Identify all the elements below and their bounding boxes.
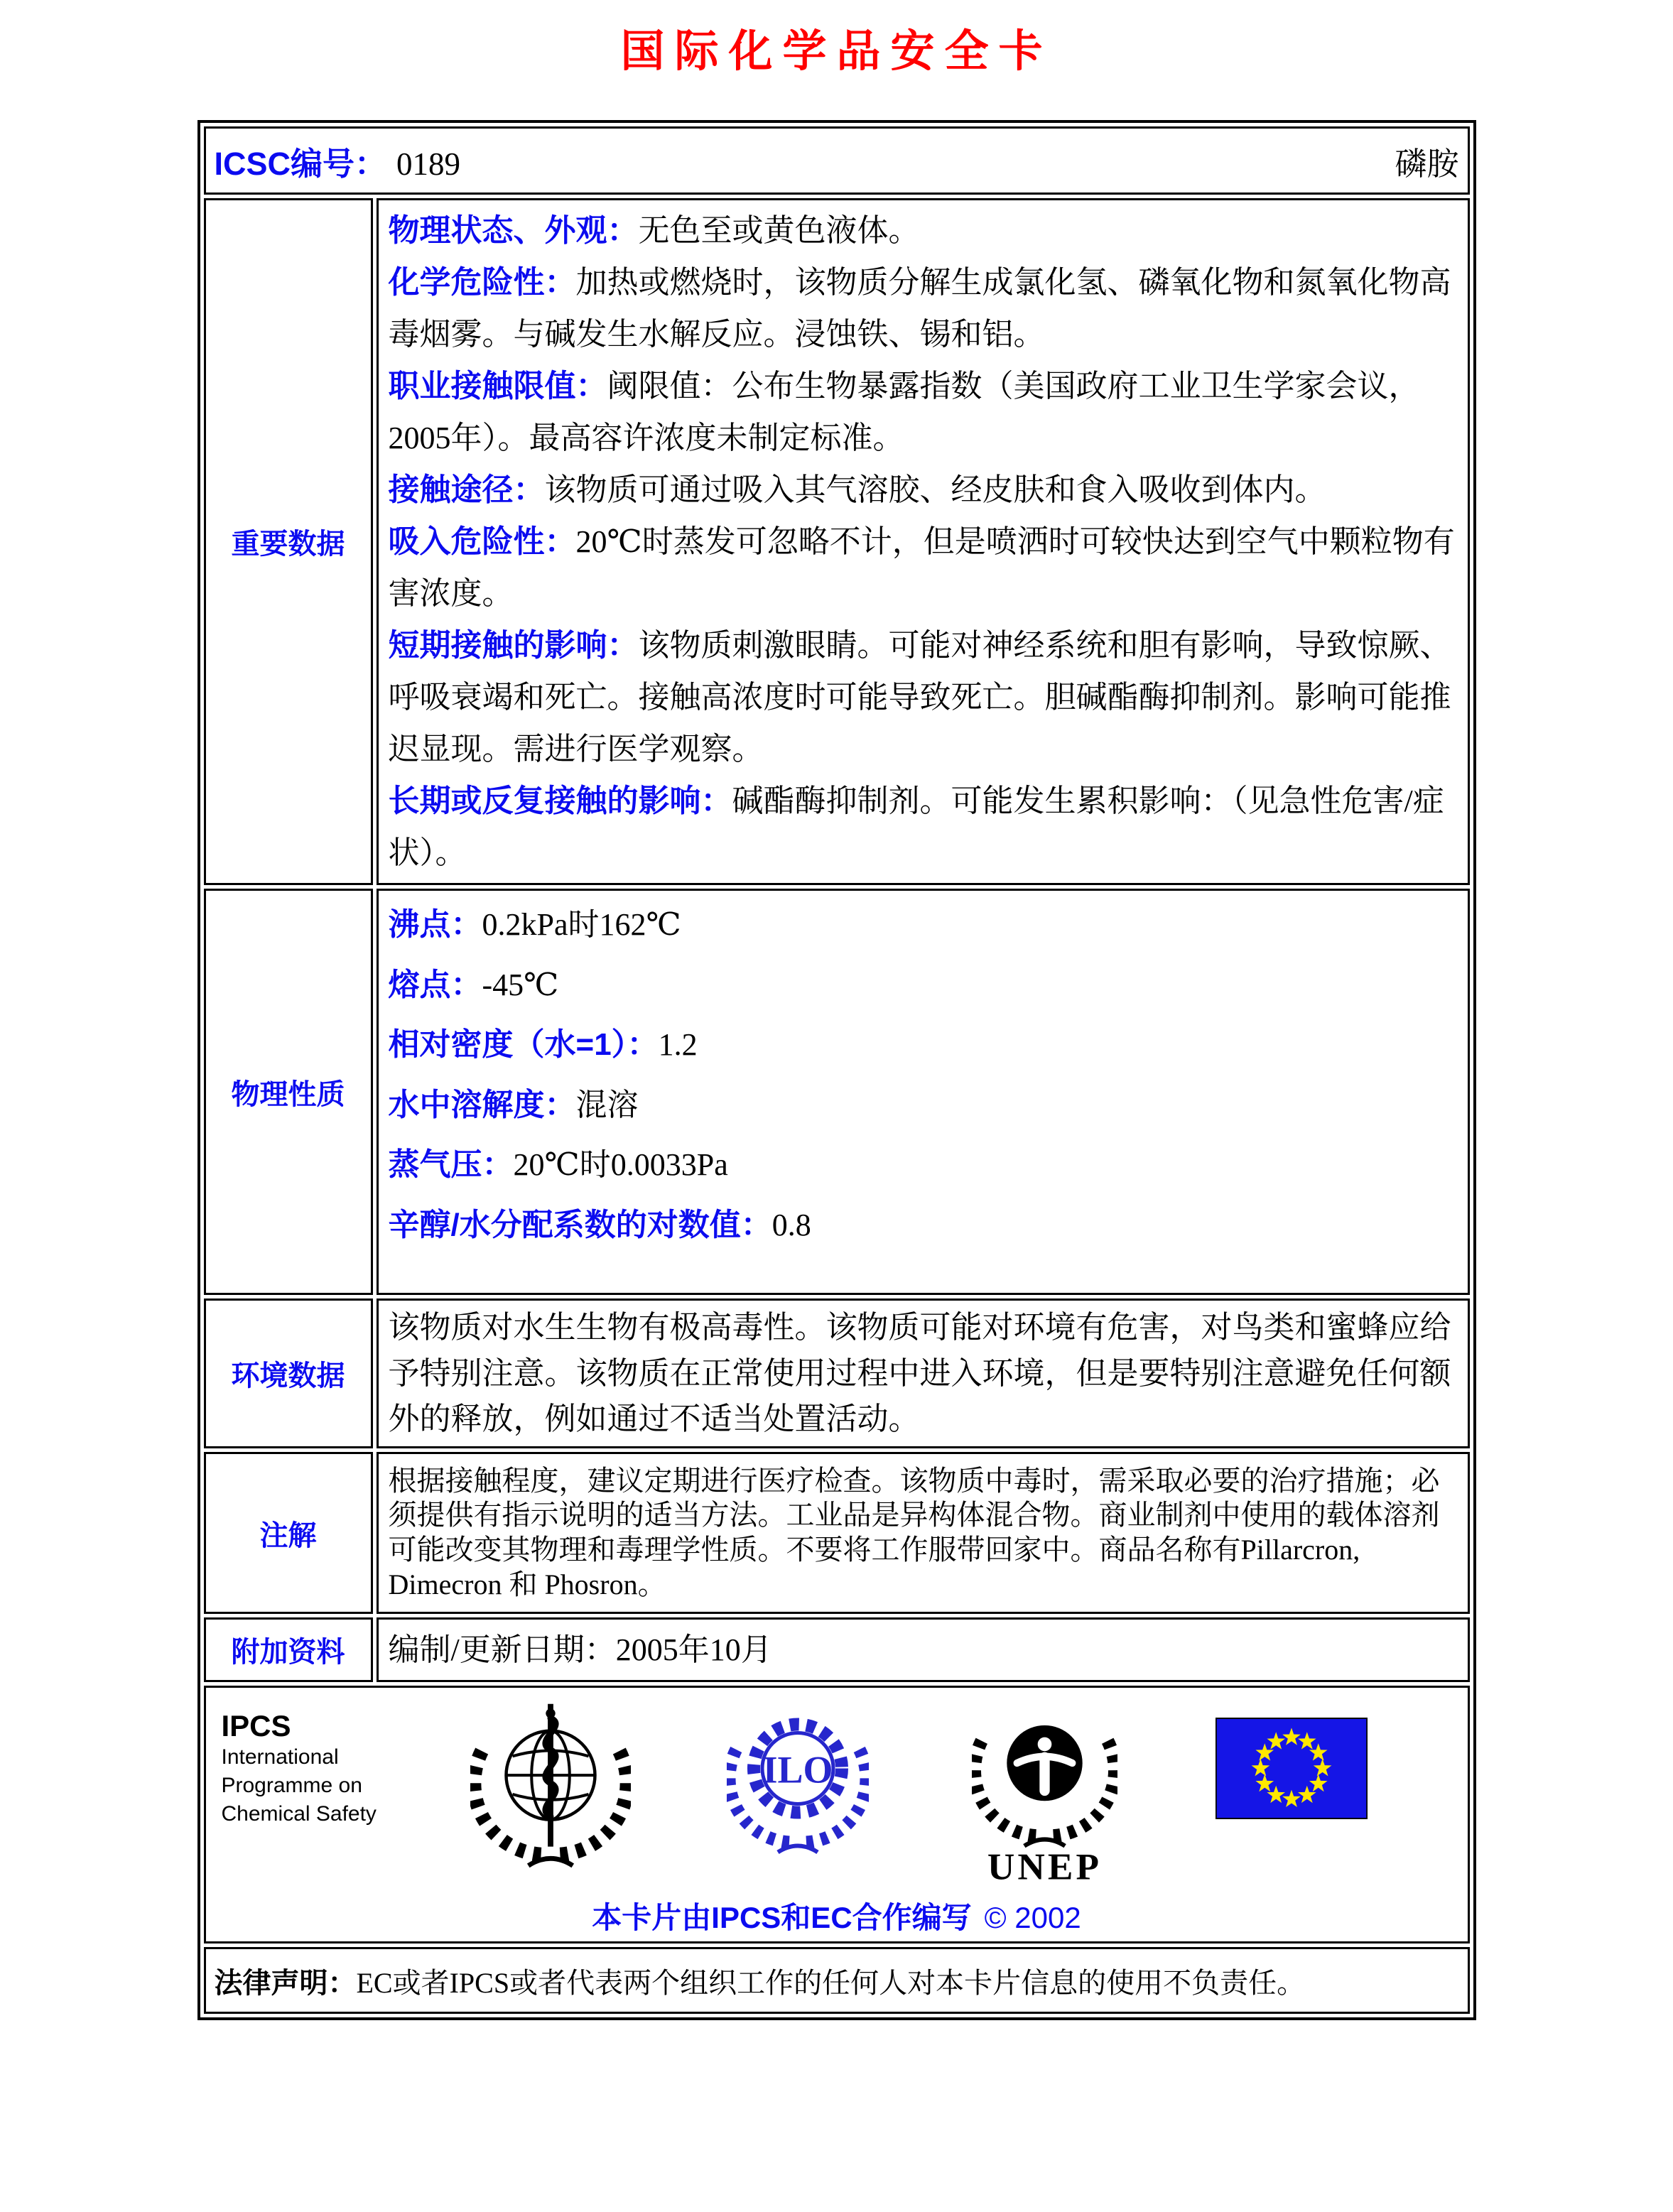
icsc-card-table xyxy=(197,120,1476,2020)
unep-logo-icon xyxy=(972,1699,1117,1892)
section-label-important-data: 重要数据 xyxy=(204,198,373,885)
ipcs-subtitle-line: Programme on xyxy=(221,1774,362,1798)
property-label: 接触途径： xyxy=(388,472,545,508)
property-value: 碱酯酶抑制剂。可能发生累积影响：（见急性危害/症状）。 xyxy=(388,784,1444,871)
property-label: 职业接触限值： xyxy=(388,369,607,404)
who-logo-slot xyxy=(428,1699,675,1880)
property-value: 阈限值：公布生物暴露指数（美国政府工业卫生学家会议，2005年）。最高容许浓度未制定标准。 xyxy=(388,369,1420,456)
property-item xyxy=(389,619,1458,775)
unep-logo-slot xyxy=(921,1699,1169,1892)
property-label: 吸入危险性： xyxy=(388,524,576,560)
section-label-physical-properties: 物理性质 xyxy=(204,889,373,1295)
property-label: 物理状态、外观： xyxy=(388,213,639,248)
legal-row xyxy=(204,1947,1470,2014)
section-label-environmental-data: 环境数据 xyxy=(204,1299,373,1448)
property-value: 该物质刺激眼睛。可能对神经系统和胆有影响，导致惊厥、呼吸衰竭和死亡。接触高浓度时可能导致死亡。胆碱酯酶抑制剂。影响可能推迟显现。需进行医学观察。 xyxy=(388,628,1451,767)
property-value: 0.2kPa时162℃ xyxy=(482,907,681,943)
physical-properties-row xyxy=(204,889,1470,1295)
property-value: 该物质可通过吸入其气溶胶、经皮肤和食入吸收到体内。 xyxy=(544,472,1326,508)
property-item xyxy=(389,1015,1458,1075)
property-label: 水中溶解度： xyxy=(388,1087,576,1122)
property-item xyxy=(389,516,1458,619)
ipcs-subtitle-line: International xyxy=(221,1745,339,1769)
ipcs-text-block xyxy=(222,1699,428,1828)
additional-info-row xyxy=(204,1617,1470,1682)
property-value: 1.2 xyxy=(658,1027,698,1063)
who-logo-icon xyxy=(470,1699,631,1880)
ilo-logo-text: ILO xyxy=(762,1748,833,1791)
legal-cell xyxy=(204,1947,1470,2014)
property-label: 辛醇/水分配系数的对数值： xyxy=(388,1207,772,1242)
unep-logo-text: UNEP xyxy=(987,1845,1102,1888)
property-label: 蒸气压： xyxy=(388,1147,514,1183)
property-item xyxy=(389,256,1458,360)
chemical-name: 磷胺 xyxy=(1395,146,1459,182)
icsc-number-label: ICSC编号： xyxy=(214,145,387,182)
additional-info-content: 编制/更新日期：2005年10月 xyxy=(377,1617,1470,1682)
property-value: 无色至或黄色液体。 xyxy=(638,213,920,248)
property-item xyxy=(389,205,1458,256)
ipcs-title: IPCS xyxy=(221,1709,291,1743)
property-label: 化学危险性： xyxy=(388,265,576,300)
property-item xyxy=(389,1135,1458,1195)
important-data-row xyxy=(204,198,1470,885)
section-label-additional-info: 附加资料 xyxy=(204,1617,373,1682)
property-value: 0.8 xyxy=(771,1207,811,1242)
property-value: 混溶 xyxy=(575,1087,639,1122)
property-value: -45℃ xyxy=(482,967,559,1002)
property-label: 长期或反复接触的影响： xyxy=(388,784,732,819)
logos-cell xyxy=(204,1686,1470,1943)
header-row xyxy=(204,126,1470,195)
section-label-notes: 注解 xyxy=(204,1452,373,1614)
eu-flag-slot xyxy=(1168,1699,1415,1823)
property-item xyxy=(389,775,1458,879)
property-value: 20℃时0.0033Pa xyxy=(513,1147,728,1183)
property-label: 熔点： xyxy=(388,967,482,1002)
legal-text: EC或者IPCS或者代表两个组织工作的任何人对本卡片信息的使用不负责任。 xyxy=(356,1966,1306,1999)
notes-content: 根据接触程度，建议定期进行医疗检查。该物质中毒时，需采取必要的治疗措施；必须提供有指示说明的适当方法。工业品是异构体混合物。商业制剂中使用的载体溶剂可能改变其物理和毒理学性质。不要将工作服带回家中。商品名称有Pillarcron, Dimecron 和 Phosron。 xyxy=(377,1452,1470,1614)
property-value: 加热或燃烧时，该物质分解生成氯化氢、磷氧化物和氮氧化物高毒烟雾。与碱发生水解反应。浸蚀铁、锡和铝。 xyxy=(388,265,1451,352)
icsc-number-group xyxy=(215,138,461,184)
property-item xyxy=(389,895,1458,955)
eu-flag-icon xyxy=(1216,1718,1368,1823)
legal-label: 法律声明： xyxy=(214,1967,357,1999)
credit-line xyxy=(216,1894,1458,1937)
property-item xyxy=(389,360,1458,464)
property-item xyxy=(389,1196,1458,1255)
ilo-logo-slot xyxy=(674,1699,921,1870)
environmental-data-row xyxy=(204,1299,1470,1448)
property-label: 相对密度（水=1）： xyxy=(388,1027,659,1063)
property-item xyxy=(389,464,1458,516)
property-value: 20℃时蒸发可忽略不计，但是喷洒时可较快达到空气中颗粒物有害浓度。 xyxy=(388,524,1455,612)
property-item xyxy=(389,955,1458,1015)
property-label: 沸点： xyxy=(388,907,482,943)
important-data-content xyxy=(377,198,1470,885)
property-label: 短期接触的影响： xyxy=(388,628,639,663)
property-item xyxy=(389,1075,1458,1135)
notes-row xyxy=(204,1452,1470,1614)
header-cell xyxy=(204,126,1470,195)
copyright-text: © 2002 xyxy=(984,1901,1081,1935)
logos-row xyxy=(204,1686,1470,1943)
icsc-number-value: 0189 xyxy=(396,146,461,182)
ipcs-subtitle-line: Chemical Safety xyxy=(221,1801,377,1826)
environmental-data-content: 该物质对水生生物有极高毒性。该物质可能对环境有危害，对鸟类和蜜蜂应给予特别注意。该物质在正常使用过程中进入环境，但是要特别注意避免任何额外的释放，例如通过不适当处置活动。 xyxy=(377,1299,1470,1448)
physical-properties-content xyxy=(377,889,1470,1295)
credit-text: 本卡片由IPCS和EC合作编写 xyxy=(592,1901,972,1935)
page-title: 国际化学品安全卡 xyxy=(620,28,1053,76)
ilo-logo-icon xyxy=(727,1699,869,1870)
